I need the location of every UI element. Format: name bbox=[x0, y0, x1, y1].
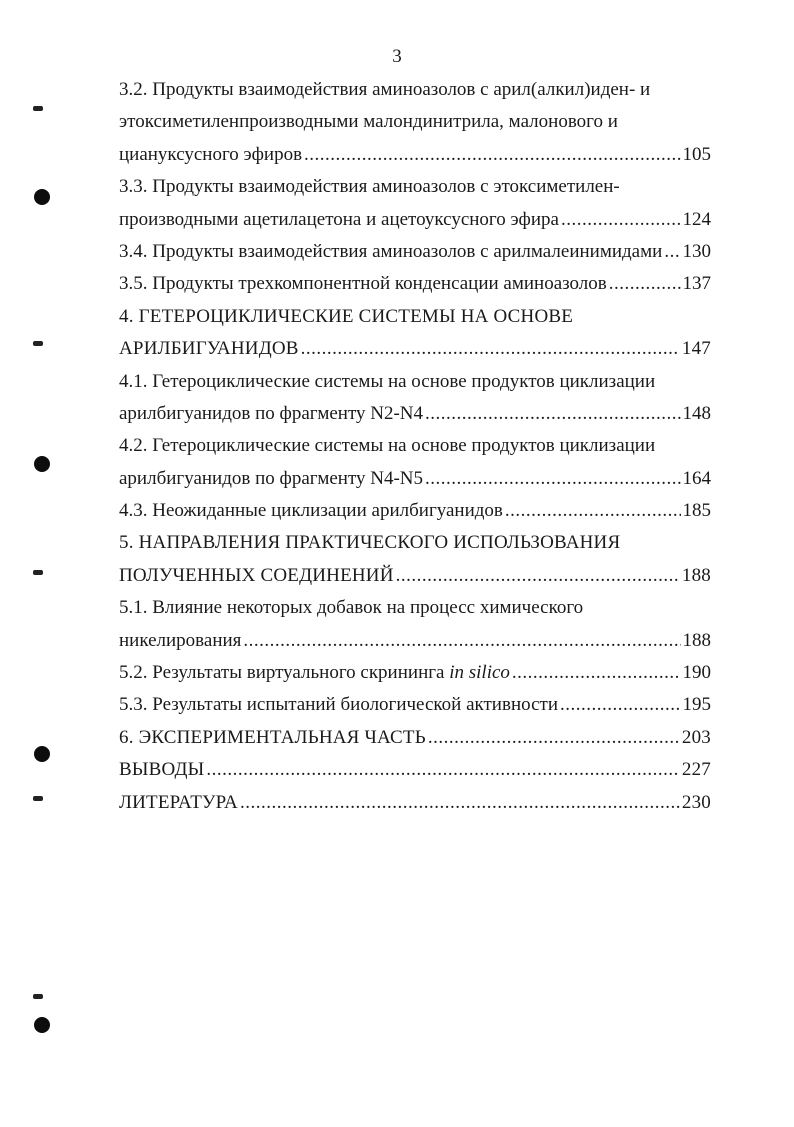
toc-page: 230 bbox=[681, 791, 711, 813]
binder-hole bbox=[34, 1017, 50, 1033]
leader-dots bbox=[425, 463, 680, 495]
toc-line bbox=[119, 171, 711, 203]
toc-text: 3.4. Продукты взаимодействия аминоазолов с арилмалеинимидами bbox=[119, 240, 663, 262]
scan-mark bbox=[33, 796, 43, 801]
toc-text: этоксиметиленпроизводными малондинитрила, малонового и bbox=[119, 111, 618, 133]
toc-line bbox=[119, 204, 711, 236]
toc-text: ЛИТЕРАТУРА bbox=[119, 791, 238, 813]
toc-text-main: 5.2. Результаты виртуального скрининга bbox=[119, 662, 445, 684]
toc-text-italic: in silico bbox=[449, 662, 510, 684]
toc-page: 147 bbox=[681, 338, 711, 360]
toc-line bbox=[119, 560, 711, 592]
toc-line bbox=[119, 754, 711, 786]
toc-text: производными ацетилацетона и ацетоуксусного эфира bbox=[119, 208, 559, 230]
toc-page: 203 bbox=[681, 726, 711, 748]
toc-line bbox=[119, 301, 711, 333]
toc-text: арилбигуанидов по фрагменту N4-N5 bbox=[119, 467, 424, 489]
toc-text: ПОЛУЧЕННЫХ СОЕДИНЕНИЙ bbox=[119, 564, 394, 586]
toc-line bbox=[119, 787, 711, 819]
leader-dots bbox=[560, 689, 681, 721]
toc-text: 5.3. Результаты испытаний биологической активности bbox=[119, 694, 558, 716]
page-number: 3 bbox=[392, 46, 402, 67]
toc-text: арилбигуанидов по фрагменту N2-N4 bbox=[119, 402, 424, 424]
toc-page: 124 bbox=[682, 208, 711, 230]
toc-line bbox=[119, 722, 711, 754]
binder-hole bbox=[34, 456, 50, 472]
leader-dots bbox=[304, 139, 680, 171]
toc-line bbox=[119, 592, 711, 624]
toc-text: ВЫВОДЫ bbox=[119, 759, 205, 781]
toc-page: 185 bbox=[682, 500, 711, 522]
scan-mark bbox=[33, 341, 43, 346]
scan-mark bbox=[33, 570, 43, 575]
leader-dots bbox=[512, 657, 681, 689]
toc-text: АРИЛБИГУАНИДОВ bbox=[119, 338, 299, 360]
toc-page: 105 bbox=[682, 143, 711, 165]
toc-line bbox=[119, 495, 711, 527]
toc-text: 3.2. Продукты взаимодействия аминоазолов с арил(алкил)иден- и bbox=[119, 79, 651, 100]
toc-line bbox=[119, 268, 711, 300]
toc-text: 4.1. Гетероциклические системы на основе продуктов циклизации bbox=[119, 370, 656, 392]
toc-text: 6. ЭКСПЕРИМЕНТАЛЬНАЯ ЧАСТЬ bbox=[119, 726, 426, 748]
toc-page: 227 bbox=[681, 759, 711, 781]
leader-dots bbox=[243, 625, 680, 657]
toc-line bbox=[119, 333, 711, 365]
scan-mark bbox=[33, 106, 43, 111]
toc-line bbox=[119, 106, 711, 138]
toc-page: 137 bbox=[682, 273, 711, 295]
toc-line bbox=[119, 74, 711, 106]
toc-text: 3.5. Продукты трехкомпонентной конденсации аминоазолов bbox=[119, 273, 607, 295]
toc-line bbox=[119, 657, 711, 689]
toc-line bbox=[119, 689, 711, 721]
toc-page: 195 bbox=[682, 694, 711, 716]
toc-page: 130 bbox=[682, 240, 711, 262]
scan-mark bbox=[33, 994, 43, 999]
toc-page: 188 bbox=[681, 564, 711, 586]
leader-dots bbox=[240, 787, 680, 819]
toc-text: циануксусного эфиров bbox=[119, 143, 303, 165]
leader-dots bbox=[206, 754, 679, 786]
leader-dots bbox=[505, 495, 681, 527]
toc-text: 4.2. Гетероциклические системы на основе продуктов циклизации bbox=[119, 435, 656, 457]
toc-line bbox=[119, 139, 711, 171]
leader-dots bbox=[561, 204, 681, 236]
toc-text: 4. ГЕТЕРОЦИКЛИЧЕСКИЕ СИСТЕМЫ НА ОСНОВЕ bbox=[119, 305, 574, 327]
toc-line bbox=[119, 463, 711, 495]
leader-dots bbox=[425, 398, 680, 430]
toc-text: 3.3. Продукты взаимодействия аминоазолов с этоксиметилен- bbox=[119, 176, 620, 198]
toc-page: 188 bbox=[682, 629, 711, 651]
toc-line bbox=[119, 236, 711, 268]
toc-line bbox=[119, 625, 711, 657]
toc-line bbox=[119, 430, 711, 462]
leader-dots bbox=[301, 333, 680, 365]
leader-dots bbox=[428, 722, 680, 754]
toc-page: 190 bbox=[682, 662, 711, 684]
toc-line bbox=[119, 527, 711, 559]
binder-hole bbox=[34, 746, 50, 762]
toc-line bbox=[119, 366, 711, 398]
toc-text: никелирования bbox=[119, 629, 242, 651]
toc-line bbox=[119, 398, 711, 430]
toc-page: 148 bbox=[682, 402, 711, 424]
leader-dots bbox=[609, 268, 681, 300]
toc-text: 4.3. Неожиданные циклизации арилбигуанидов bbox=[119, 500, 503, 522]
toc-text: 5.1. Влияние некоторых добавок на процесс химического bbox=[119, 597, 584, 619]
leader-dots bbox=[396, 560, 680, 592]
binder-hole bbox=[34, 189, 50, 205]
leader-dots bbox=[664, 236, 680, 268]
toc-text bbox=[119, 657, 510, 689]
toc-page: 164 bbox=[682, 467, 711, 489]
toc-text: 5. НАПРАВЛЕНИЯ ПРАКТИЧЕСКОГО ИСПОЛЬЗОВАНИЯ bbox=[119, 532, 621, 554]
table-of-contents bbox=[119, 74, 711, 819]
